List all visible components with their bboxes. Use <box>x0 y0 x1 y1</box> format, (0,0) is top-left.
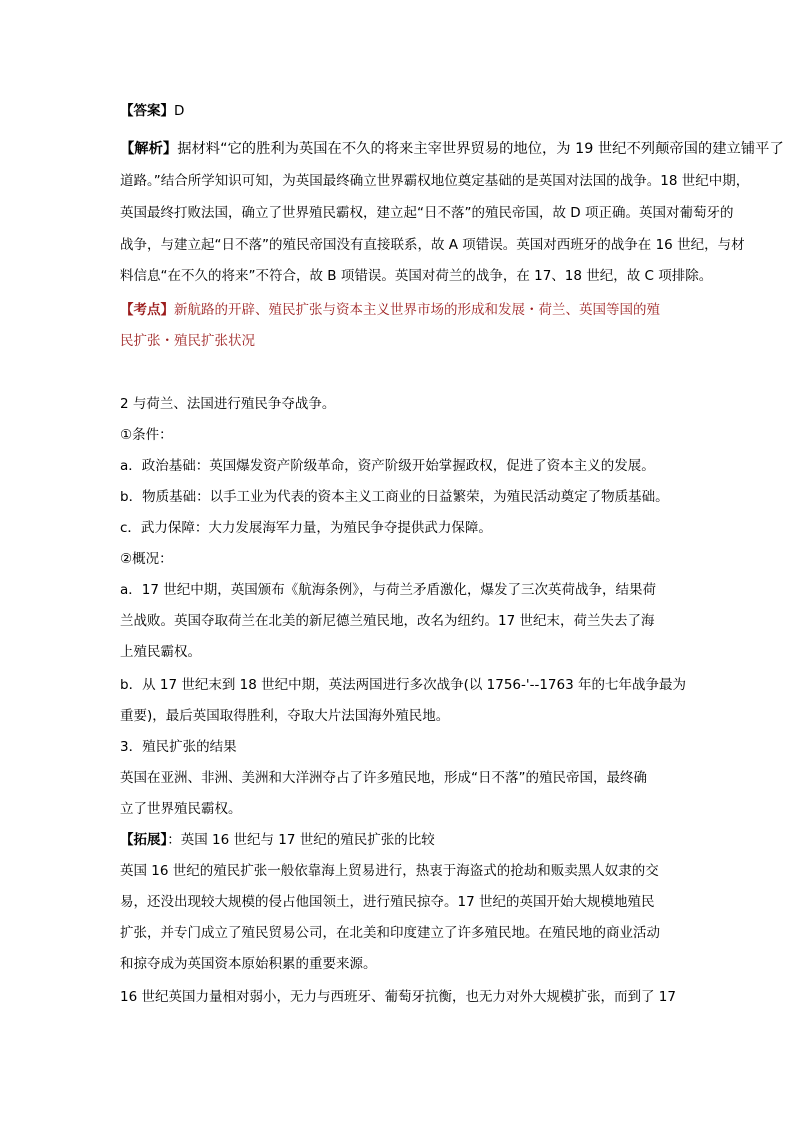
body-line: 重要)，最后英国取得胜利，夺取大片法国海外殖民地。 <box>120 708 450 724</box>
extension-line: 扩张，并专门成立了殖民贸易公司，在北美和印度建立了许多殖民地。在殖民地的商业活动 <box>120 925 660 941</box>
extension-title: ：英国 16 世纪与 17 世纪的殖民扩张的比较 <box>167 832 435 848</box>
answer-value: D <box>174 103 185 119</box>
key-point-label: 【考点】 <box>120 302 174 318</box>
body-line: 2 与荷兰、法国进行殖民争夺战争。 <box>120 396 336 412</box>
body-line: a．17 世纪中期，英国颁布《航海条例》，与荷兰矛盾激化，爆发了三次英荷战争，结果荷 <box>120 582 656 598</box>
analysis-label: 【解析】 <box>120 141 178 157</box>
key-point-text-1: 新航路的开辟、殖民扩张与资本主义世界市场的形成和发展・荷兰、英国等国的殖 <box>174 302 660 318</box>
extension-line: 16 世纪英国力量相对弱小，无力与西班牙、葡萄牙抗衡，也无力对外大规模扩张，而到了 17 <box>120 989 676 1005</box>
key-point-line-1 <box>120 300 660 320</box>
analysis-line-2: 道路。”结合所学知识可知，为英国最终确立世界霸权地位奠定基础的是英国对法国的战争。18 世纪中期， <box>120 173 750 189</box>
analysis-line-1 <box>120 139 784 159</box>
body-line: 立了世界殖民霸权。 <box>120 801 242 817</box>
body-line: 兰战败。英国夺取荷兰在北美的新尼德兰殖民地，改名为纽约。17 世纪末，荷兰失去了海 <box>120 613 655 629</box>
body-line: a．政治基础：英国爆发资产阶级革命，资产阶级开始掌握政权，促进了资本主义的发展。 <box>120 458 655 474</box>
extension-heading <box>120 830 435 850</box>
body-line: b．物质基础：以手工业为代表的资本主义工商业的日益繁荣，为殖民活动奠定了物质基础。 <box>120 489 669 505</box>
extension-line: 英国 16 世纪的殖民扩张一般依靠海上贸易进行，热衷于海盗式的抢劫和贩卖黑人奴隶的交 <box>120 863 659 879</box>
answer-label: 【答案】 <box>120 103 174 119</box>
body-line: c．武力保障：大力发展海军力量，为殖民争夺提供武力保障。 <box>120 520 492 536</box>
analysis-line-4: 战争，与建立起“日不落”的殖民帝国没有直接联系，故 A 项错误。英国对西班牙的战争在 16 世纪，与材 <box>120 237 745 253</box>
extension-line: 和掠夺成为英国资本原始积累的重要来源。 <box>120 956 377 972</box>
answer-line <box>120 101 184 121</box>
key-point-line-2: 民扩张・殖民扩张状况 <box>120 333 255 349</box>
body-line: 上殖民霸权。 <box>120 644 201 660</box>
body-line: b．从 17 世纪末到 18 世纪中期，英法两国进行多次战争(以 1756-'--1763 年的七年战争最为 <box>120 677 686 693</box>
body-line: ②概况： <box>120 551 173 567</box>
analysis-line-5: 料信息“在不久的将来”不符合，故 B 项错误。英国对荷兰的战争，在 17、18 世纪，故 C 项排除。 <box>120 268 713 284</box>
body-line: 3．殖民扩张的结果 <box>120 739 237 755</box>
extension-label: 【拓展】 <box>120 832 168 848</box>
analysis-line-3: 英国最终打败法国，确立了世界殖民霸权，建立起“日不落”的殖民帝国，故 D 项正确。英国对葡萄牙的 <box>120 205 734 221</box>
body-line: 英国在亚洲、非洲、美洲和大洋洲夺占了许多殖民地，形成“日不落”的殖民帝国，最终确 <box>120 770 647 786</box>
body-line: ①条件： <box>120 427 173 443</box>
extension-line: 易，还没出现较大规模的侵占他国领土，进行殖民掠夺。17 世纪的英国开始大规模地殖民 <box>120 894 655 910</box>
analysis-text-1: 据材料“它的胜利为英国在不久的将来主宰世界贸易的地位，为 19 世纪不列颠帝国的建立铺平了 <box>177 141 784 157</box>
